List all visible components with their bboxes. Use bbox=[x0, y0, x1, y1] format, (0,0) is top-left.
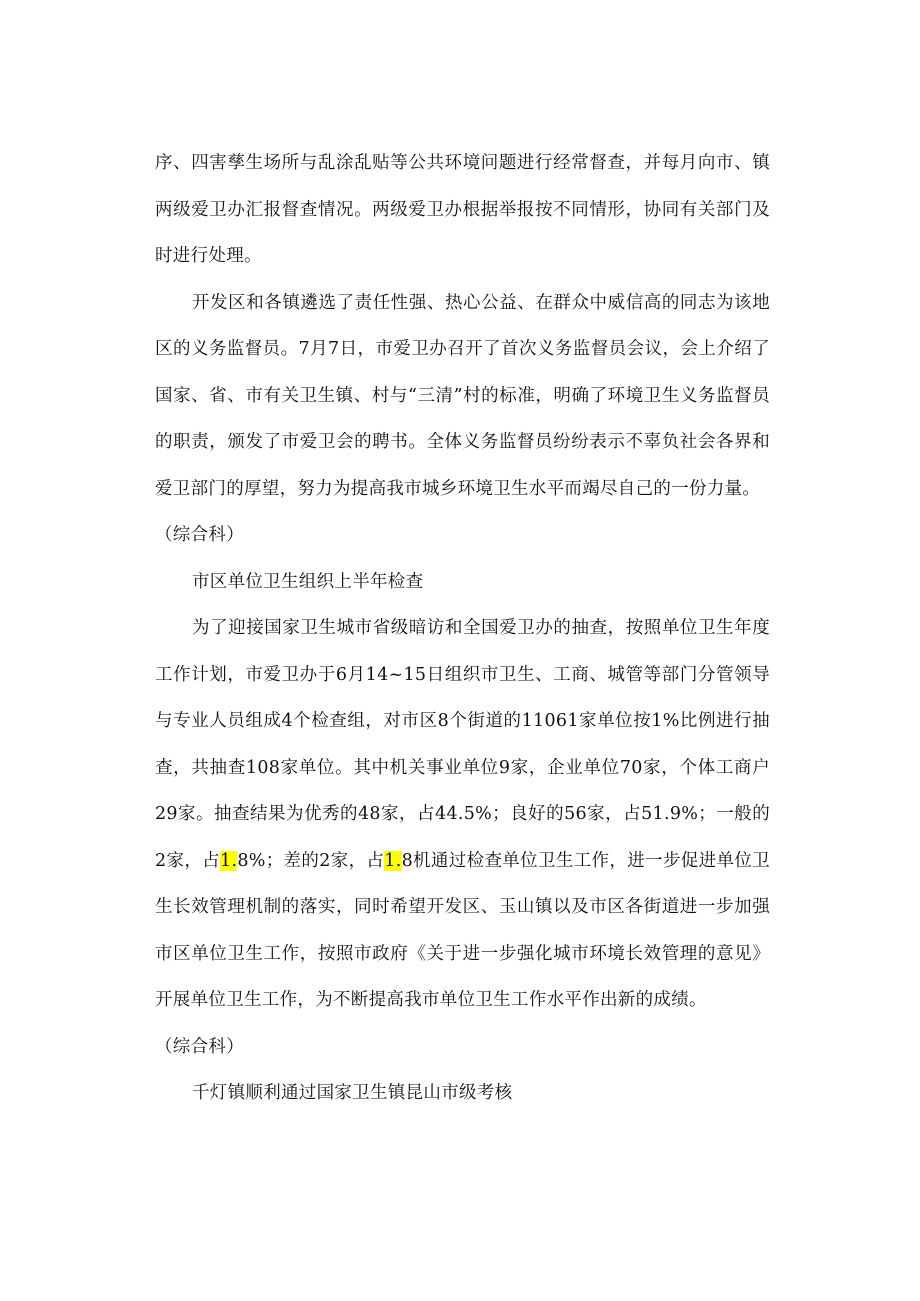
section-heading-qiandeng: 千灯镇顺利通过国家卫生镇昆山市级考核 bbox=[192, 1083, 513, 1103]
highlighted-text-1: 1. bbox=[220, 850, 238, 871]
paragraph-2: 开发区和各镇遴选了责任性强、热心公益、在群众中威信高的同志为该地区的义务监督员。7月7日，市爱卫办召开了首次义务监督员会议，会上介绍了国家、省、市有关卫生镇、村与“三清”村的标准，明确了环境卫生义务监督员的职责，颁发了市爱卫会的聘书。全体义务监督员纷纷表示不辜负社会各界和爱卫部门的厚望，努力为提高我市城乡环境卫生水平而竭尽自己的一份力量。 bbox=[155, 292, 770, 499]
department-signature-1: （综合科） bbox=[155, 525, 244, 545]
department-signature-2: （综合科） bbox=[155, 1036, 244, 1057]
highlighted-text-2: 1. bbox=[384, 850, 402, 871]
paragraph-3-text-c: 8机通过检查单位卫生工作，进一步促进单位卫生长效管理机制的落实，同时希望开发区、玉山镇以及市区各街道进一步加强市区单位卫生工作，按照市政府《关于进一步强化城市环境长效管理的意见》开展单位卫生工作，为不断提高我市单位卫生工作水平作出新的成绩。 bbox=[155, 850, 770, 1010]
paragraph-3-text-b: 8%；差的2家，占 bbox=[237, 850, 385, 871]
paragraph-3 bbox=[155, 605, 770, 1024]
section-heading-unit-hygiene: 市区单位卫生组织上半年检查 bbox=[192, 571, 424, 592]
paragraph-1: 序、四害孳生场所与乱涂乱贴等公共环境问题进行经常督查，并每月向市、镇两级爱卫办汇报督查情况。两级爱卫办根据举报按不同情形，协同有关部门及时进行处理。 bbox=[155, 153, 770, 266]
paragraph-3-text-a: 为了迎接国家卫生城市省级暗访和全国爱卫办的抽查，按照单位卫生年度工作计划，市爱卫办于6月14~15日组织市卫生、工商、城管等部门分管领导与专业人员组成4个检查组，对市区8个街道的11061家单位按1%比例进行抽查，共抽查108家单位。其中机关事业单位9家，企业单位70家，个体工商户29家。抽查结果为优秀的48家，占44.5%；良好的56家，占51.9%；一般的2家，占 bbox=[155, 618, 770, 871]
